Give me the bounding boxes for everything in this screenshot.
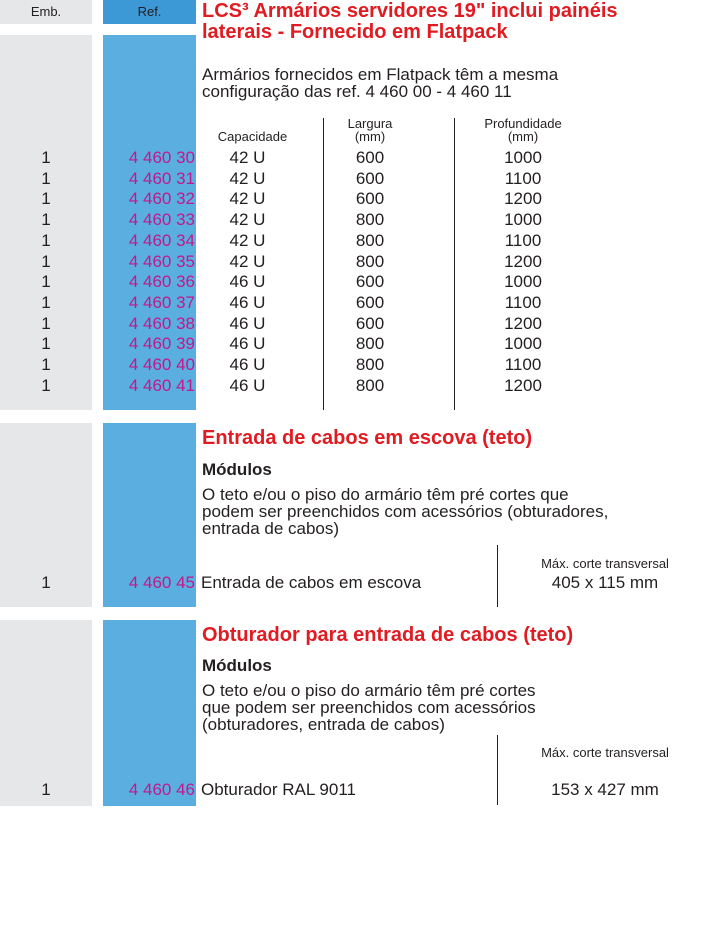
ref-value: 4 460 46 [128,780,195,799]
emb-value: 1 [41,251,51,271]
capacidade-value: 42 U [229,210,266,230]
ref-value: 4 460 31 [128,168,195,188]
section1-title-line2: laterais - Fornecido em Flatpack [202,21,508,43]
section-separator [0,607,714,620]
col-profundidade-unit: (mm) [507,129,539,144]
profundidade-value: 1100 [504,230,542,250]
emb-value: 1 [41,292,51,312]
largura-value: 800 [355,251,385,271]
table-row [0,335,714,352]
ref-value: 4 460 39 [128,334,195,354]
profundidade-value: 1100 [504,355,542,374]
capacidade-value: 46 U [229,334,266,354]
table-row [0,190,714,207]
col-largura-label: Largura [347,116,393,131]
emb-value: 1 [41,189,51,209]
largura-value: 600 [355,168,385,188]
column-header-ref [103,0,196,24]
capacidade-value: 42 U [229,189,266,209]
section3-emb-column [0,620,92,806]
dimension-value: 153 x 427 mm [551,780,659,799]
section-separator [0,410,714,423]
profundidade-value: 1100 [504,292,542,312]
section3-subtitle: Módulos [202,656,272,675]
section2-col-header: Máx. corte transversal [541,556,669,571]
emb-value: 1 [41,573,51,592]
table-row [0,273,714,290]
capacidade-value: 46 U [229,313,266,333]
capacidade-value: 42 U [229,148,266,167]
ref-label: Ref. [137,4,162,19]
table-row [0,315,714,332]
profundidade-value: 1200 [504,375,542,395]
emb-value: 1 [41,780,51,799]
profundidade-value: 1000 [504,210,542,230]
ref-value: 4 460 41 [128,375,195,395]
col-largura-unit: (mm) [354,129,386,144]
ref-value: 4 460 37 [128,292,195,312]
capacidade-value: 46 U [229,355,266,374]
ref-value: 4 460 30 [128,148,195,167]
item-description: Obturador RAL 9011 [201,780,356,799]
table-row [0,170,714,187]
capacidade-value: 46 U [229,272,266,292]
section3-description [202,682,712,733]
largura-value: 800 [355,210,385,230]
profundidade-value: 1000 [504,148,542,167]
capacidade-value: 46 U [229,375,266,395]
emb-value: 1 [41,355,51,374]
table-row [0,356,714,373]
ref-value: 4 460 40 [128,355,195,374]
section1-desc-line2: configuração das ref. 4 460 00 - 4 460 11 [202,82,512,101]
capacidade-value: 46 U [229,292,266,312]
ref-value: 4 460 38 [128,313,195,333]
largura-value: 600 [355,292,385,312]
largura-value: 800 [355,334,385,354]
col-largura-header [340,117,400,143]
emb-value: 1 [41,210,51,230]
emb-value: 1 [41,313,51,333]
largura-value: 600 [355,313,385,333]
item-description: Entrada de cabos em escova [201,573,422,592]
profundidade-value: 1000 [504,334,542,354]
largura-value: 600 [355,189,385,209]
emb-value: 1 [41,272,51,292]
section1-title-line1: LCS³ Armários servidores 19" inclui painéis [202,0,618,22]
ref-value: 4 460 34 [128,230,195,250]
profundidade-value: 1100 [504,168,542,188]
section2-title: Entrada de cabos em escova (teto) [202,427,533,449]
profundidade-value: 1200 [504,313,542,333]
section3-desc-line2: que podem ser preenchidos com acessórios [202,698,536,717]
largura-value: 600 [355,148,385,167]
section3-ref-column [103,620,196,806]
table-row [0,377,714,394]
section3-desc-line1: O teto e/ou o piso do armário têm pré cortes [202,681,536,700]
emb-value: 1 [41,148,51,167]
section1-description [202,66,712,100]
ref-value: 4 460 35 [128,251,195,271]
section3-desc-line3: (obturadores, entrada de cabos) [202,715,445,734]
table-row [0,253,714,270]
ref-value: 4 460 36 [128,272,195,292]
table-row [0,149,714,166]
col-profundidade-label: Profundidade [484,116,562,131]
section1-desc-line1: Armários fornecidos em Flatpack têm a mesma [202,65,559,84]
table-row [0,211,714,228]
section3-col-header: Máx. corte transversal [541,745,669,760]
table-row [0,781,714,798]
section2-desc-line2: podem ser preenchidos com acessórios (obturadores, [202,502,609,521]
table-row [0,232,714,249]
largura-value: 800 [355,230,385,250]
profundidade-value: 1000 [504,272,542,292]
dimension-value: 405 x 115 mm [551,573,659,592]
capacidade-value: 42 U [229,251,266,271]
profundidade-value: 1200 [504,251,542,271]
ref-value: 4 460 32 [128,189,195,209]
section2-description [202,486,712,537]
column-header-emb [0,0,92,24]
section2-desc-line3: entrada de cabos) [202,519,340,538]
section2-subtitle: Módulos [202,460,272,479]
table-row [0,294,714,311]
profundidade-value: 1200 [504,189,542,209]
capacidade-value: 42 U [229,168,266,188]
emb-value: 1 [41,168,51,188]
section2-desc-line1: O teto e/ou o piso do armário têm pré cortes que [202,485,569,504]
emb-label: Emb. [30,4,62,19]
largura-value: 800 [355,355,385,374]
col-capacidade-header: Capacidade [217,129,288,144]
emb-value: 1 [41,375,51,395]
ref-value: 4 460 33 [128,210,195,230]
largura-value: 600 [355,272,385,292]
capacidade-value: 42 U [229,230,266,250]
ref-value: 4 460 45 [128,573,195,592]
largura-value: 800 [355,375,385,395]
col-profundidade-header [468,117,578,143]
emb-value: 1 [41,334,51,354]
section1-title [202,1,712,43]
emb-value: 1 [41,230,51,250]
table-row [0,574,714,591]
section3-title: Obturador para entrada de cabos (teto) [202,624,574,646]
